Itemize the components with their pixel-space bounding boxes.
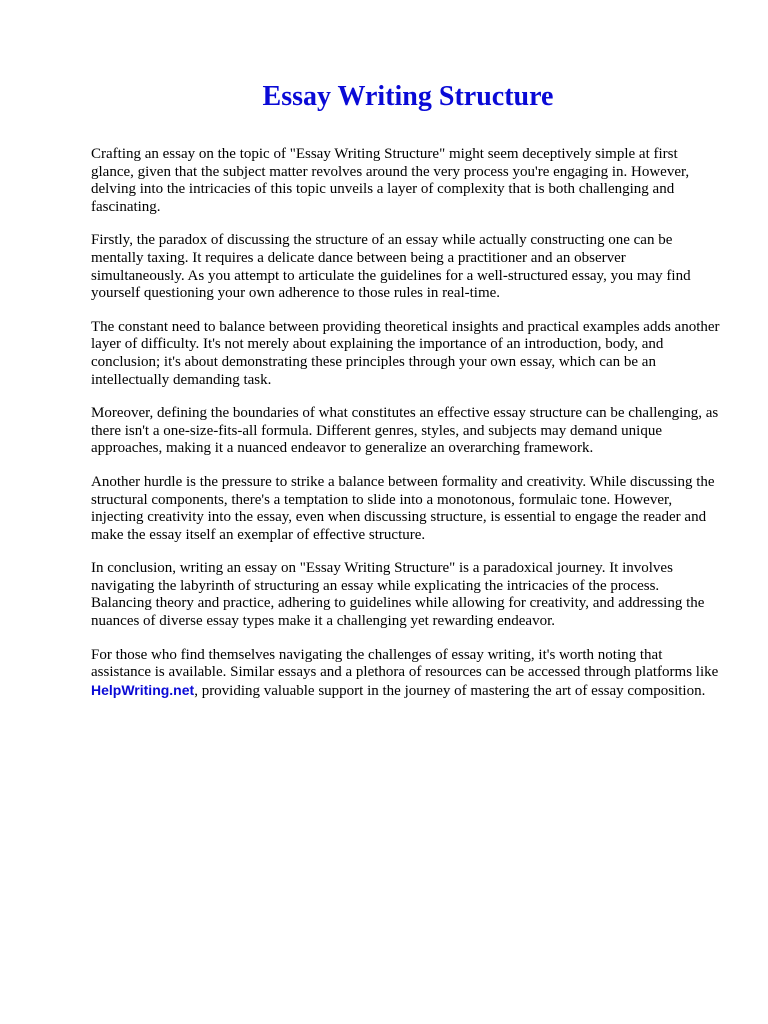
page-title: Essay Writing Structure [262, 81, 554, 112]
essay-body [91, 146, 721, 716]
paragraph-5: Another hurdle is the pressure to strike a balance between formality and creativity. While discussing the structural components, there's a temptation to slide into a monotonous, formulaic tone. However, injecting creativity into the essay, even when discussing structure, is essential to engage the reader and make the essay itself an exemplar of effective structure. [91, 473, 715, 543]
paragraph-7 [91, 647, 721, 701]
paragraph-7-text-before-link: For those who find themselves navigating the challenges of essay writing, it's worth noting that assistance is available. Similar essays and a plethora of resources can be accessed through platforms like [91, 646, 719, 681]
paragraph-2: Firstly, the paradox of discussing the structure of an essay while actually constructing one can be mentally taxing. It requires a delicate dance between being a practitioner and an observer simultaneously. As you attempt to articulate the guidelines for a well-structured essay, you may find yourself questioning your own adherence to those rules in real-time. [91, 232, 691, 302]
paragraph-3: The constant need to balance between providing theoretical insights and practical examples adds another layer of difficulty. It's not merely about explaining the importance of an introduction, body, and conclusion; it's about demonstrating these principles through your own essay, which can be an intellectually demanding task. [91, 318, 720, 388]
paragraph-4: Moreover, defining the boundaries of what constitutes an effective essay structure can be challenging, as there isn't a one-size-fits-all formula. Different genres, styles, and subjects may demand unique approaches, making it a nuanced endeavor to generalize an overarching framework. [91, 405, 719, 457]
helpwriting-link[interactable]: HelpWriting.net [91, 681, 195, 698]
paragraph-6: In conclusion, writing an essay on "Essay Writing Structure" is a paradoxical journey. It involves navigating the labyrinth of structuring an essay while explicating the intricacies of the process. Balancing theory and practice, adhering to guidelines while allowing for creativity, and addressing the nuances of diverse essay types make it a challenging yet rewarding endeavor. [91, 560, 705, 630]
paragraph-1: Crafting an essay on the topic of "Essay Writing Structure" might seem deceptively simple at first glance, given that the subject matter revolves around the very process you're engaging in. However, delving into the intricacies of this topic unveils a layer of complexity that is both challenging and fascinating. [91, 146, 690, 215]
paragraph-7-text-after-link: , providing valuable support in the journey of mastering the art of essay composition. [194, 682, 706, 699]
